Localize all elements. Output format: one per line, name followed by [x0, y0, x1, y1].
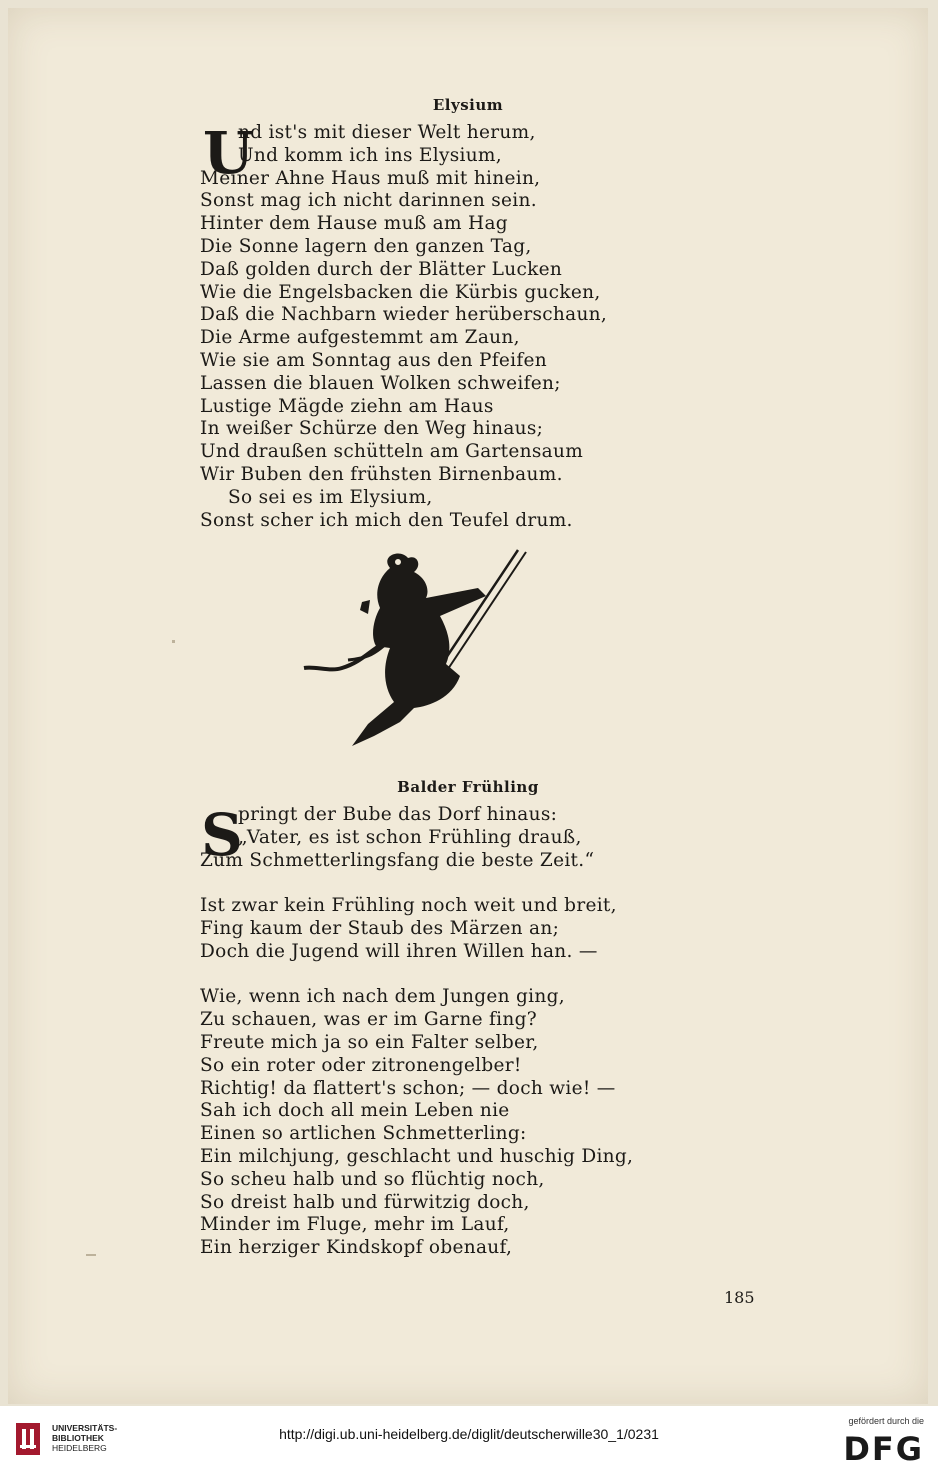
- poem-line: Sonst scher ich mich den Teufel drum.: [200, 509, 573, 531]
- poem-line: Daß die Nachbarn wieder herüberschaun,: [200, 304, 608, 326]
- poem-line: So sei es im Elysium,: [228, 486, 433, 508]
- poem-line: Lassen die blauen Wolken schweifen;: [200, 372, 561, 394]
- poem-elysium: [200, 119, 608, 532]
- poem-line: So scheu halb und so flüchtig noch,: [200, 1168, 545, 1190]
- poem-line: In weißer Schürze den Weg hinaus;: [200, 418, 544, 440]
- stanza-break: [200, 872, 633, 895]
- book-page: [8, 8, 928, 1404]
- poem-line: So dreist halb und fürwitzig doch,: [200, 1191, 530, 1213]
- poem-line: Freute mich ja so ein Falter selber,: [200, 1031, 539, 1053]
- margin-mark: [172, 640, 175, 643]
- footer-bar: [0, 1406, 938, 1474]
- poem-line: Ein milchjung, geschlacht und huschig Ding,: [200, 1145, 634, 1167]
- library-name-line: UNIVERSITÄTS-: [52, 1423, 118, 1433]
- poem-line: Sonst mag ich nicht darinnen sein.: [200, 190, 537, 212]
- poem-line: Die Arme aufgestemmt am Zaun,: [200, 327, 520, 349]
- poem-line: Fing kaum der Staub des Märzen an;: [200, 917, 560, 939]
- poem-line: Und draußen schütteln am Gartensaum: [200, 441, 584, 463]
- poem-line: Die Sonne lagern den ganzen Tag,: [200, 235, 532, 257]
- poem-line: Wie sie am Sonntag aus den Pfeifen: [200, 349, 547, 371]
- poem-line: Doch die Jugend will ihren Willen han. —: [200, 940, 598, 962]
- page-number: 185: [724, 1288, 755, 1307]
- poem-line: pringt der Bube das Dorf hinaus:: [238, 804, 558, 825]
- library-name-line: BIBLIOTHEK: [52, 1433, 104, 1443]
- poem-line: Wie, wenn ich nach dem Jungen ging,: [200, 986, 565, 1008]
- poem-line: Wie die Engelsbacken die Kürbis gucken,: [200, 281, 601, 303]
- swing-child-silhouette-illustration: [290, 538, 540, 768]
- poem-line: nd ist's mit dieser Welt herum,: [238, 122, 536, 143]
- margin-mark: [86, 1254, 96, 1256]
- poem-balder-fruehling: [200, 801, 634, 1260]
- poem-line: Ist zwar kein Frühling noch weit und breit,: [200, 895, 617, 917]
- poem-line: Richtig! da flattert's schon; — doch wie! —: [200, 1077, 616, 1099]
- poem-line: So ein roter oder zitronengelber!: [200, 1054, 522, 1076]
- poem-line: „Vater, es ist schon Frühling drauß,: [238, 826, 582, 848]
- poem-line: Ein herziger Kindskopf obenauf,: [200, 1237, 513, 1259]
- poem-line: Daß golden durch der Blätter Lucken: [200, 258, 563, 280]
- poem-line: Zu schauen, was er im Garne fing?: [200, 1009, 537, 1031]
- poem-line: Minder im Fluge, mehr im Lauf,: [200, 1214, 510, 1236]
- poem-line: Sah ich doch all mein Leben nie: [200, 1100, 510, 1122]
- poem-line: Zum Schmetterlingsfang die beste Zeit.“: [200, 849, 595, 871]
- poem-line: Hinter dem Hause muß am Hag: [200, 213, 508, 235]
- poem-line: Meiner Ahne Haus muß mit hinein,: [200, 167, 541, 189]
- poem-title-elysium: Elysium: [432, 96, 504, 114]
- poem-line: Und komm ich ins Elysium,: [238, 144, 502, 166]
- poem-line: Einen so artlichen Schmetterling:: [200, 1123, 527, 1145]
- stanza-break: [200, 964, 633, 987]
- dropcap-s: S: [201, 801, 243, 869]
- poem-line: Wir Buben den frühsten Birnenbaum.: [200, 463, 563, 485]
- permalink-url[interactable]: http://digi.ub.uni-heidelberg.de/diglit/deutscherwille30_1/0231: [279, 1426, 659, 1442]
- poem-title-balder-fruehling: Balder Frühling: [397, 778, 539, 796]
- poem-line: Lustige Mägde ziehn am Haus: [200, 395, 494, 417]
- dfg-logo[interactable]: DFG: [843, 1430, 924, 1468]
- funded-by-label: gefördert durch die: [848, 1416, 924, 1426]
- library-name-line: HEIDELBERG: [52, 1443, 107, 1453]
- dropcap-u: U: [203, 119, 254, 187]
